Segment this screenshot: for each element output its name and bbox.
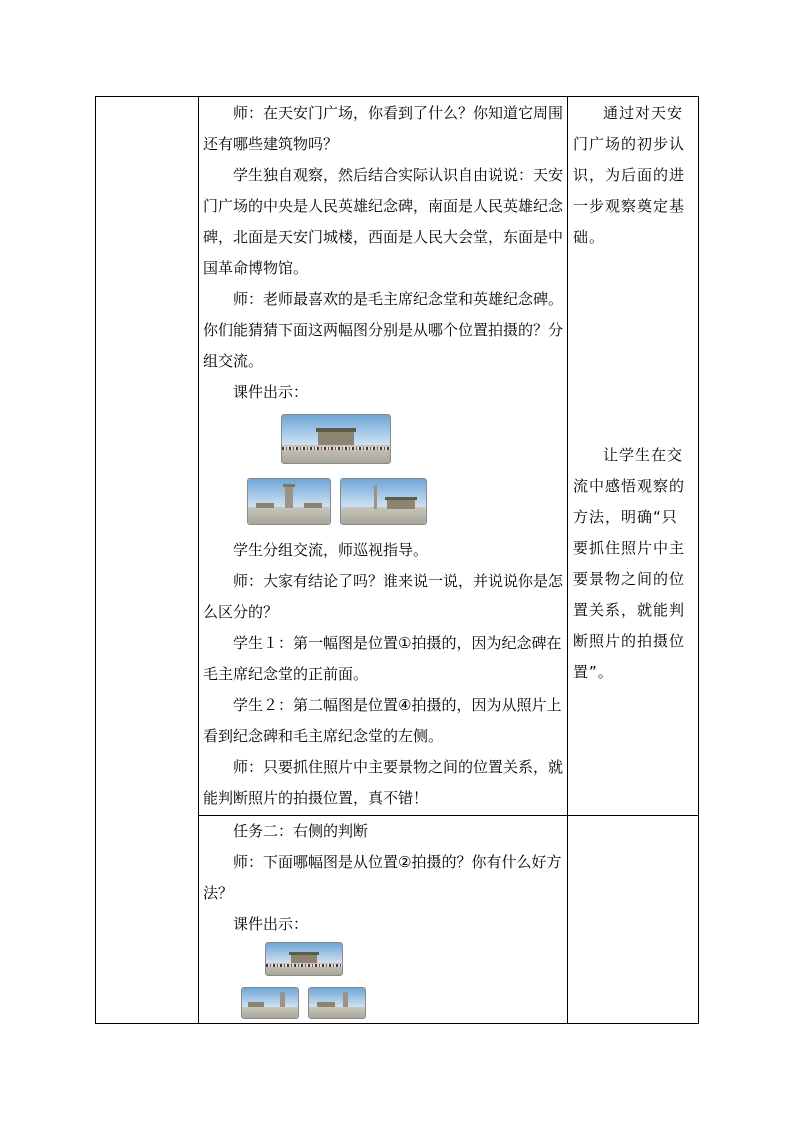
- paragraph: 师：大家有结论了吗？谁来说一说，并说说你是怎么区分的？: [203, 572, 564, 621]
- paragraph: 课件出示：: [233, 915, 309, 933]
- paragraph: 课件出示：: [233, 383, 309, 401]
- table-border-top: [95, 96, 699, 97]
- column-divider-1: [198, 96, 199, 1024]
- memorial-hall-photo: [265, 942, 343, 976]
- paragraph: 学生独自观察，然后结合实际认识自由说说：天安门广场的中央是人民英雄纪念碑，南面是人民英雄纪念碑，北面是天安门城楼，西面是人民大会堂，东面是中国革命博物馆。: [203, 166, 564, 277]
- paragraph: 学生１：第一幅图是位置①拍摄的，因为纪念碑在毛主席纪念堂的正前面。: [203, 634, 562, 683]
- teaching-process-cell: [203, 98, 563, 408]
- task-two-cell: [203, 816, 563, 940]
- lesson-table: [95, 96, 699, 1024]
- paragraph: 师：下面哪幅图是从位置②拍摄的？你有什么好方法？: [203, 853, 562, 902]
- monument-photo: [241, 987, 299, 1019]
- paragraph: 学生分组交流，师巡视指导。: [233, 541, 429, 559]
- paragraph: 学生２：第二幅图是位置④拍摄的，因为从照片上看到纪念碑和毛主席纪念堂的左侧。: [203, 696, 562, 745]
- paragraph: 师：在天安门广场，你看到了什么？你知道它周围还有哪些建筑物吗？: [203, 104, 564, 153]
- teaching-process-cell-continued: [203, 535, 563, 814]
- monument-side-photo: [308, 987, 366, 1019]
- monument-side-photo: [340, 478, 427, 525]
- table-border-right: [698, 96, 699, 1024]
- memorial-hall-photo: [281, 414, 391, 464]
- paragraph: 师：老师最喜欢的是毛主席纪念堂和英雄纪念碑。你们能猜猜下面这两幅图分别是从哪个位置拍摄的？分组交流。: [203, 290, 564, 370]
- paragraph: 任务二：右侧的判断: [233, 822, 369, 840]
- paragraph: 师：只要抓住照片中主要景物之间的位置关系，就能判断照片的拍摄位置，真不错！: [203, 758, 564, 807]
- column-divider-2: [567, 96, 568, 1024]
- table-border-bottom: [95, 1023, 699, 1024]
- design-intent-note-2: 让学生在交流中感悟观察的方法，明确“只要抓住照片中主要景物之间的位置关系，就能判断照片的拍摄位置”。: [573, 446, 686, 681]
- table-border-left: [95, 96, 96, 1024]
- design-intent-note-1: 通过对天安门广场的初步认识，为后面的进一步观察奠定基础。: [573, 104, 686, 246]
- monument-photo: [247, 478, 331, 525]
